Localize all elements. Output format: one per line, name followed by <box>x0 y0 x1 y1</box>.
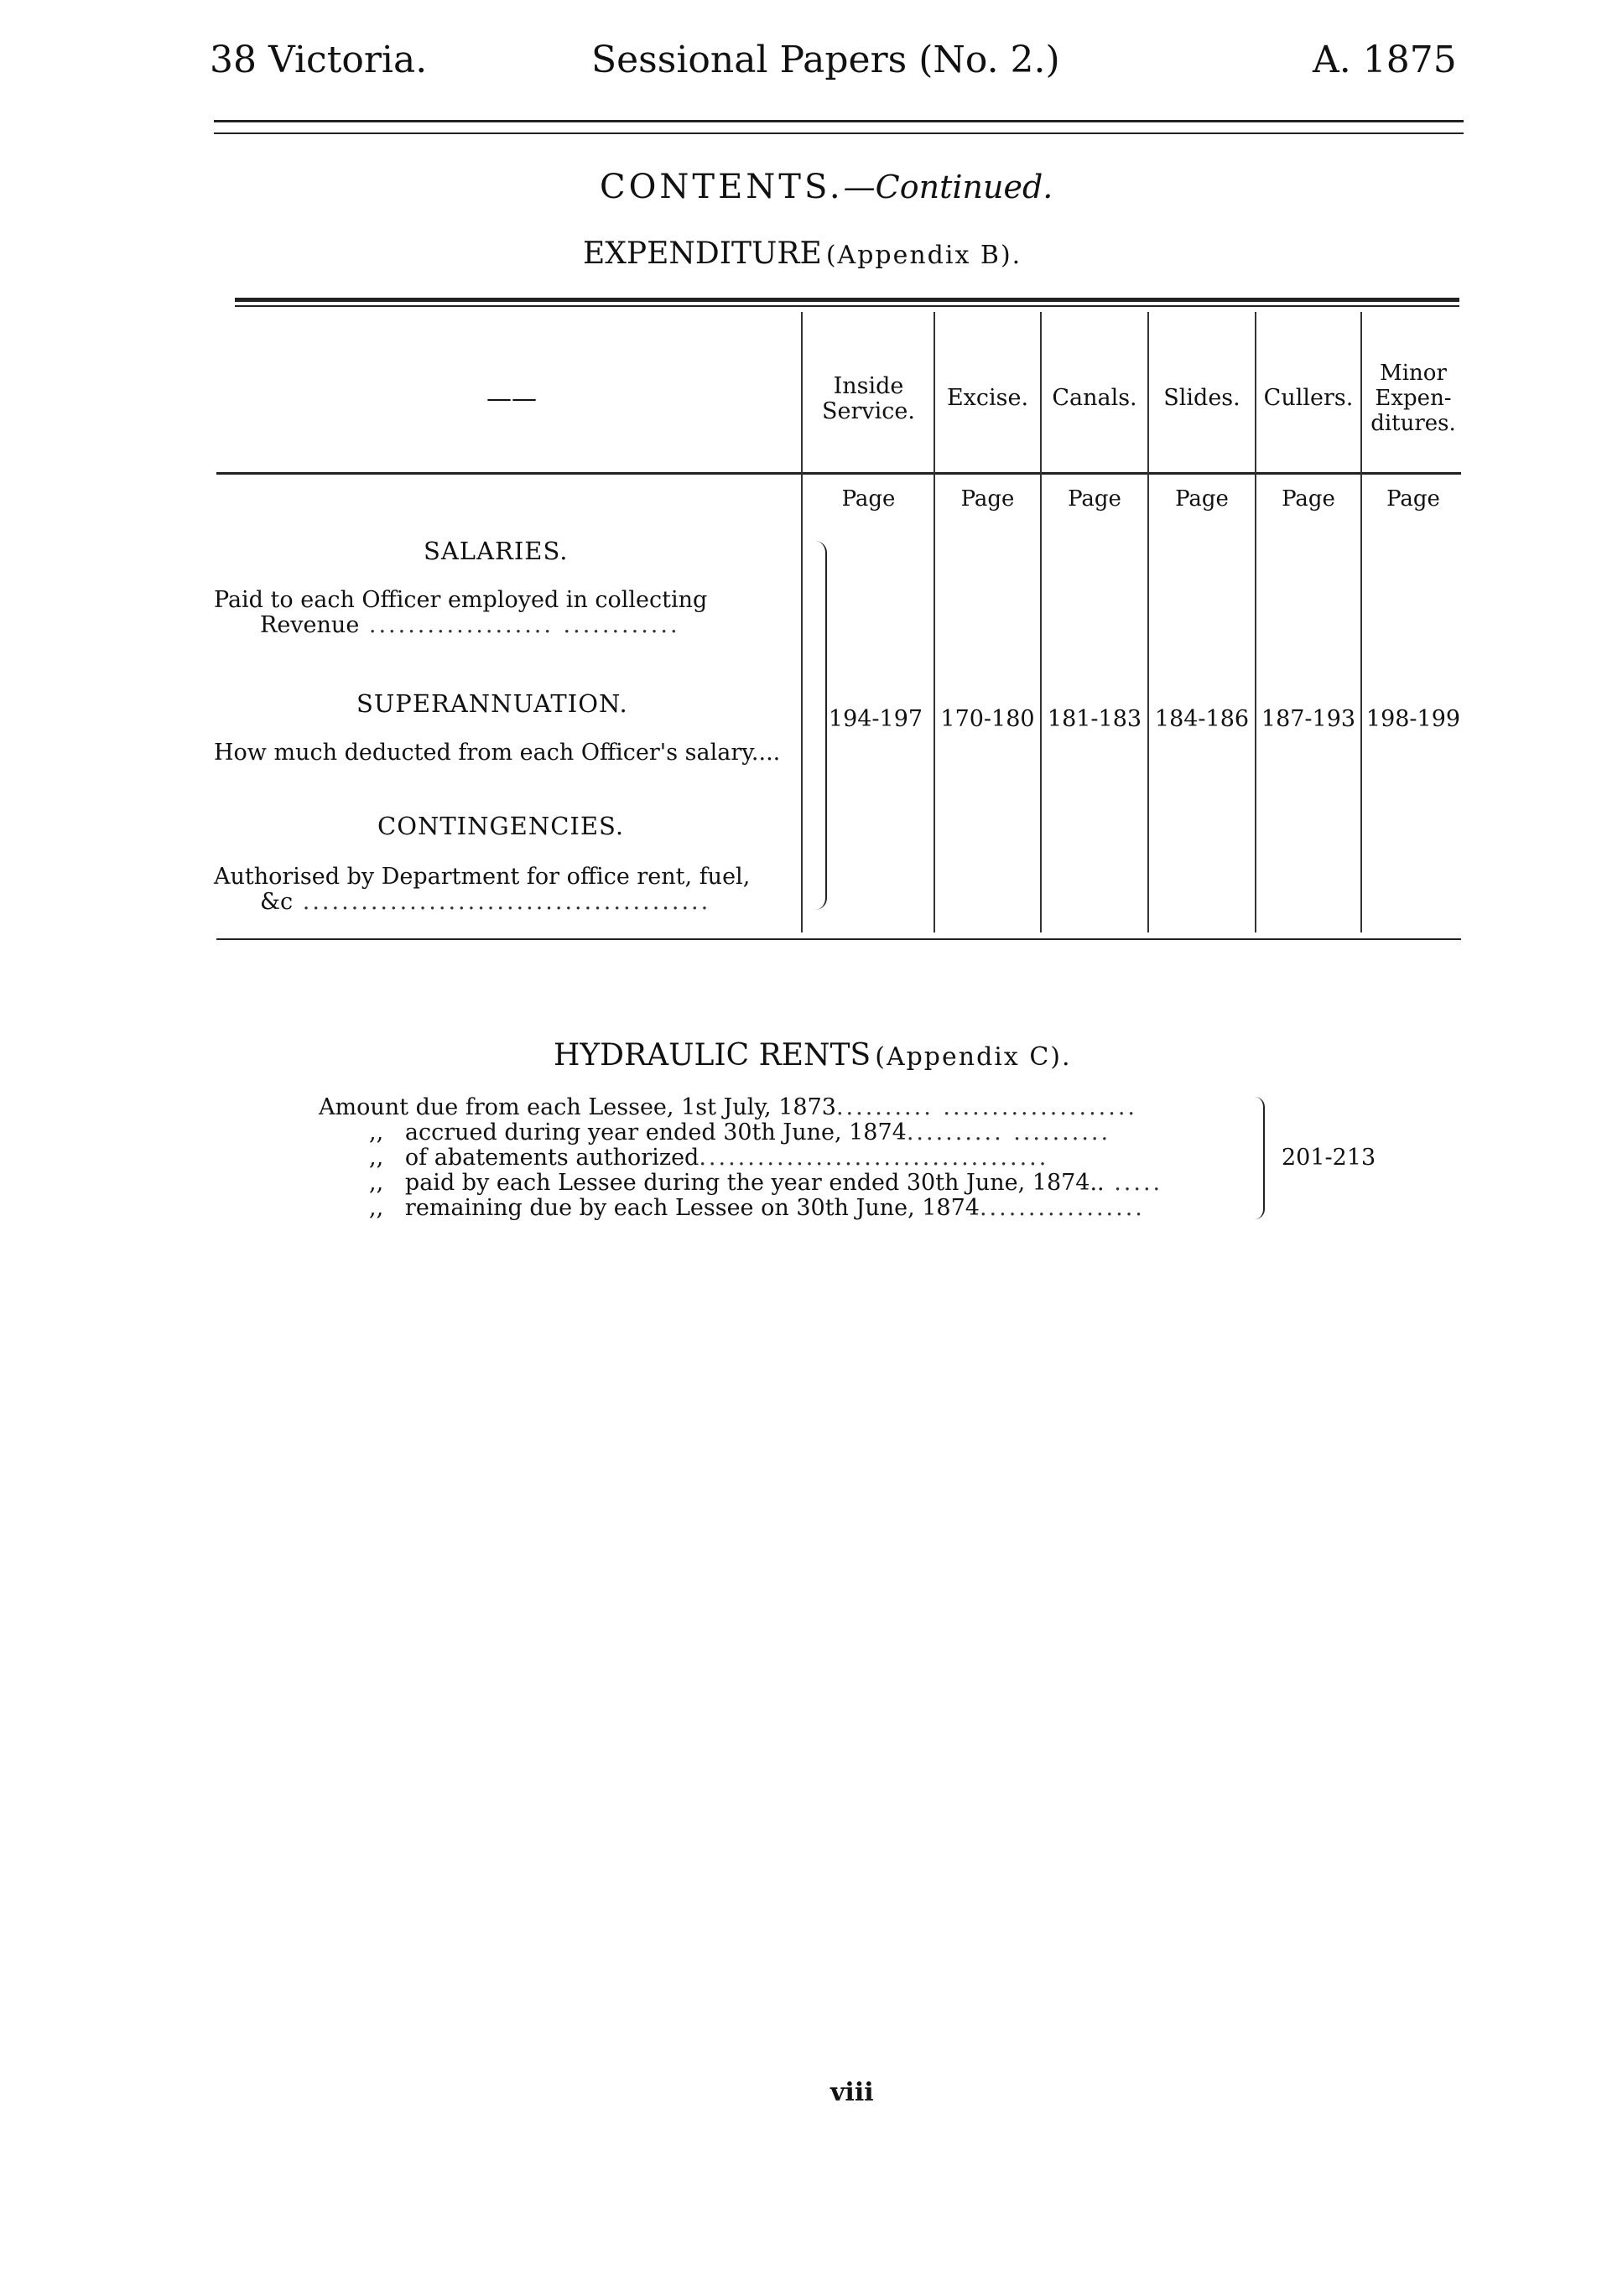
pages-minor-expenditures: 198-199 <box>1365 706 1461 732</box>
salaries-line: Revenue ................... ............ <box>260 612 680 638</box>
expenditure-heading: EXPENDITURE (Appendix B). <box>583 236 1022 271</box>
column-cullers: Cullers. <box>1263 385 1354 411</box>
pages-cullers: 187-193 <box>1261 706 1356 732</box>
column-excise: Excise. <box>946 385 1029 411</box>
hydraulic-pages: 201-213 <box>1282 1145 1376 1171</box>
page-label: Page <box>841 486 896 512</box>
section-heading-contingencies: CONTINGENCIES. <box>377 812 625 840</box>
header-rule-bottom <box>214 132 1464 134</box>
hydraulic-line: ,, accrued during year ended 30th June, 1874.......... .......... <box>369 1119 1111 1145</box>
contents-heading: CONTENTS.—Continued. <box>600 168 1053 206</box>
header-rule-top <box>214 120 1464 122</box>
page-number: viii <box>830 2078 874 2107</box>
page-label: Page <box>1175 486 1229 512</box>
header-volume: 38 Victoria. <box>210 39 428 81</box>
column-slides: Slides. <box>1163 385 1240 411</box>
hydraulic-brace <box>1250 1097 1265 1219</box>
column-divider <box>801 312 803 932</box>
superannuation-line: How much deducted from each Officer's salary.... <box>214 740 781 766</box>
table-top-rule <box>235 298 1459 302</box>
page-label: Page <box>1386 486 1440 512</box>
pages-canals: 181-183 <box>1047 706 1142 732</box>
table-top-rule-thin <box>235 305 1459 307</box>
section-heading-salaries: SALARIES. <box>424 537 569 565</box>
salaries-line: Paid to each Officer employed in collecting <box>214 587 708 613</box>
header-year: A. 1875 <box>1313 39 1457 81</box>
hydraulic-heading: HYDRAULIC RENTS (Appendix C). <box>554 1038 1072 1073</box>
hydraulic-line: Amount due from each Lessee, 1st July, 1873.......... .................... <box>319 1094 1138 1120</box>
page-label: Page <box>960 486 1015 512</box>
header-title: Sessional Papers (No. 2.) <box>591 39 1060 81</box>
pages-excise: 170-180 <box>940 706 1035 732</box>
page-label: Page <box>1282 486 1335 512</box>
section-heading-superannuation: SUPERANNUATION. <box>356 689 628 718</box>
column-inside-service: Inside Service. <box>822 373 915 424</box>
hydraulic-line: ,, paid by each Lessee during the year ended 30th June, 1874.. ..... <box>369 1170 1163 1196</box>
pages-inside-service: 194-197 <box>828 706 923 732</box>
table-header-rule <box>216 472 1461 475</box>
table-bottom-rule <box>216 938 1461 940</box>
contingencies-line: &c .......................................... <box>260 889 711 915</box>
hydraulic-line: ,, remaining due by each Lessee on 30th June, 1874................. <box>369 1195 1145 1221</box>
column-canals: Canals. <box>1052 385 1137 411</box>
stub-dash: —— <box>486 384 537 413</box>
column-minor-expenditures: Minor Expen- ditures. <box>1370 361 1456 436</box>
page-label: Page <box>1068 486 1121 512</box>
pages-slides: 184-186 <box>1154 706 1250 732</box>
hydraulic-line: ,, of abatements authorized.................................... <box>369 1145 1049 1171</box>
contingencies-line: Authorised by Department for office rent, fuel, <box>214 864 751 890</box>
